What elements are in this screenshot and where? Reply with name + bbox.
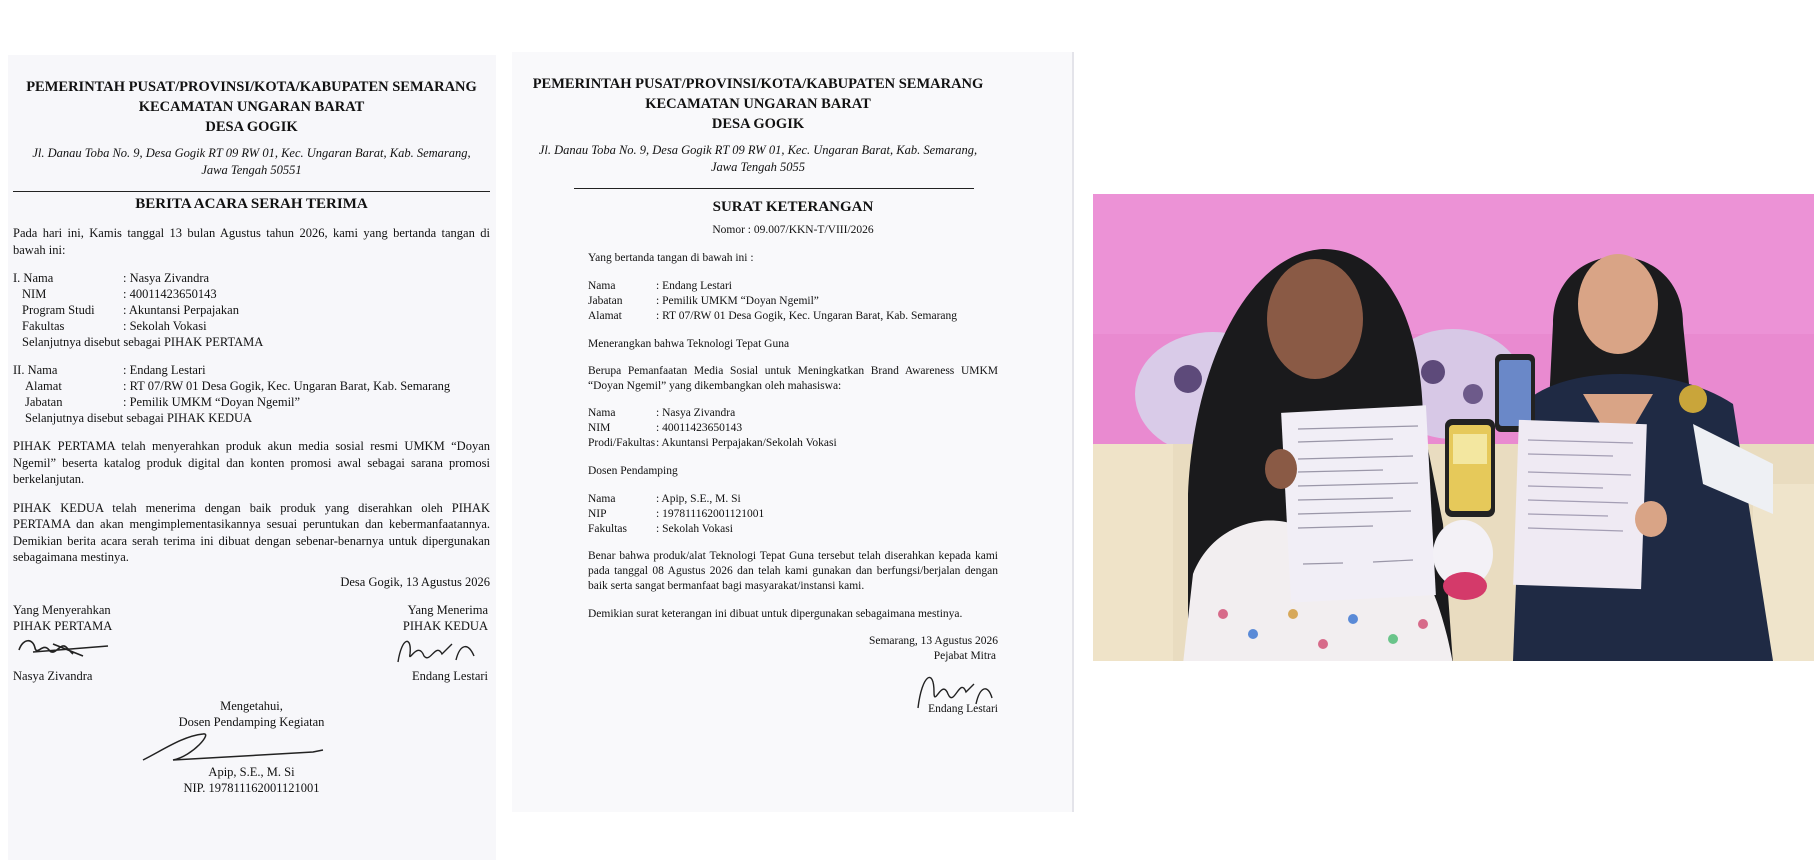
field-value: : Apip, S.E., M. Si <box>656 492 741 505</box>
party2-row <box>13 378 490 394</box>
acknowledge-label: Mengetahui, <box>220 698 283 713</box>
student-row <box>588 421 998 436</box>
surat-keterangan-document <box>512 52 1072 812</box>
right-signature-block <box>378 602 490 684</box>
acceptance-paragraph: PIHAK KEDUA telah menerima dengan baik produk yang diserahkan oleh PIHAK PERTAMA dan akan mengimplementasikannya sesuai peruntukan dan kebermanfaatannya. Demikian berita acara serah terima ini dibuat dengan sebenar-benarnya untuk dipergunakan sebagaimana mestinya. <box>13 500 490 564</box>
intro-line: Yang bertanda tangan di bawah ini : <box>588 252 754 264</box>
signer-role: Yang Menerima <box>407 602 488 617</box>
statement-paragraph: Benar bahwa produk/alat Teknologi Tepat Guna tersebut telah diserahkan kepada kami pada tanggal 08 Agustus 2026 dan telah kami gunakan dan berfungsi/berjalan dengan baik serta sangat bermanfaat bagi masyarakat/instansi kami. <box>588 549 998 592</box>
address-line2: Jawa Tengah 50551 <box>201 163 302 177</box>
lecturer-signature-image <box>13 730 501 764</box>
student-row <box>588 436 998 451</box>
signer-party: PIHAK PERTAMA <box>13 618 113 633</box>
field-label: Fakultas <box>588 522 627 535</box>
document-title: SURAT KETERANGAN <box>712 199 874 215</box>
field-label: NIM <box>588 422 611 434</box>
field-value: : Sekolah Vokasi <box>656 522 733 535</box>
field-value: : 40011423650143 <box>656 422 743 434</box>
signature-image <box>13 634 123 664</box>
lecturer-row <box>588 507 998 522</box>
field-label: NIP <box>588 507 607 520</box>
signer-role: Yang Menyerahkan <box>13 602 111 617</box>
panel-divider <box>1072 52 1074 812</box>
field-label: Prodi/Fakultas <box>588 437 656 449</box>
document-title: BERITA ACARA SERAH TERIMA <box>135 196 368 212</box>
field-label: Alamat <box>588 309 622 322</box>
address-line2: Jawa Tengah 5055 <box>711 160 805 174</box>
field-value: : RT 07/RW 01 Desa Gogik, Kec. Ungaran Barat, Kab. Semarang <box>656 309 958 322</box>
signer-party: PIHAK KEDUA <box>402 618 488 633</box>
field-label: Jabatan <box>588 294 623 307</box>
student-row <box>588 406 998 421</box>
berita-acara-document <box>8 55 496 860</box>
field-value: : 197811162001121001 <box>656 507 765 520</box>
party2-note: Selanjutnya disebut sebagai PIHAK KEDUA <box>25 411 253 425</box>
program-paragraph: Berupa Pemanfaatan Media Sosial untuk Meningkatkan Brand Awareness UMKM “Doyan Ngemil” yang dikembangkan oleh mahasiswa: <box>588 365 998 392</box>
field-value: : Sekolah Vokasi <box>123 319 207 333</box>
field-label: NIM <box>22 287 47 301</box>
acknowledge-role: Dosen Pendamping Kegiatan <box>178 714 325 729</box>
gov-header-line2: KECAMATAN UNGARAN BARAT <box>645 96 871 112</box>
signature-image <box>378 634 488 664</box>
signer-row <box>588 309 998 324</box>
gov-header-line1: PEMERINTAH PUSAT/PROVINSI/KOTA/KABUPATEN SEMARANG <box>532 76 984 92</box>
party2-row <box>13 394 490 410</box>
signer-row <box>588 279 998 294</box>
lecturer-row <box>588 522 998 537</box>
field-value: : 40011423650143 <box>123 287 217 301</box>
party1-row <box>13 270 490 286</box>
field-label: Nama <box>588 279 616 292</box>
party2-row <box>13 362 490 378</box>
field-label: I. Nama <box>13 271 54 285</box>
signer-name: Nasya Zivandra <box>13 668 93 683</box>
address-line1: Jl. Danau Toba No. 9, Desa Gogik RT 09 RW 01, Kec. Ungaran Barat, Kab. Semarang, <box>32 146 471 160</box>
place-date: Semarang, 13 Agustus 2026 <box>868 635 998 647</box>
field-value: : RT 07/RW 01 Desa Gogik, Kec. Ungaran Barat, Kab. Semarang <box>123 379 451 393</box>
header-rule <box>574 188 974 189</box>
field-value: : Endang Lestari <box>123 363 206 377</box>
party1-row <box>13 302 490 318</box>
party1-row <box>13 286 490 302</box>
lecturer-name: Apip, S.E., M. Si <box>208 764 295 779</box>
field-value: : Nasya Zivandra <box>123 271 210 285</box>
intro-paragraph: Pada hari ini, Kamis tanggal 13 bulan Agustus tahun 2026, kami yang bertanda tangan di bawah ini: <box>13 226 490 257</box>
document-number: Nomor : 09.007/KKN-T/VIII/2026 <box>712 224 874 236</box>
party1-row <box>13 318 490 334</box>
field-label: Alamat <box>25 379 62 393</box>
field-value: : Pemilik UMKM “Doyan Ngemil” <box>656 294 819 307</box>
field-label: Jabatan <box>25 395 63 409</box>
party1-note: Selanjutnya disebut sebagai PIHAK PERTAMA <box>22 335 264 349</box>
field-value: : Endang Lestari <box>656 279 733 292</box>
handover-photo <box>1093 194 1814 661</box>
field-value: : Akuntansi Perpajakan <box>123 303 239 317</box>
field-label: Program Studi <box>22 303 95 317</box>
address-line1: Jl. Danau Toba No. 9, Desa Gogik RT 09 RW 01, Kec. Ungaran Barat, Kab. Semarang, <box>538 143 978 157</box>
field-label: Fakultas <box>22 319 65 333</box>
signer-role: Pejabat Mitra <box>933 650 996 662</box>
explain-line: Menerangkan bahwa Teknologi Tepat Guna <box>588 337 790 350</box>
signature-row <box>13 602 490 684</box>
photo-illustration <box>1093 194 1814 661</box>
signer-name: Endang Lestari <box>411 668 488 683</box>
gov-header-line3: DESA GOGIK <box>205 119 298 135</box>
place-date: Desa Gogik, 13 Agustus 2026 <box>340 574 490 589</box>
gov-header-line1: PEMERINTAH PUSAT/PROVINSI/KOTA/KABUPATEN SEMARANG <box>26 79 477 95</box>
lecturer-label: Dosen Pendamping <box>588 465 678 477</box>
signer-row <box>588 294 998 309</box>
field-value: : Akuntansi Perpajakan/Sekolah Vokasi <box>656 437 837 449</box>
field-label: Nama <box>588 492 616 505</box>
field-value: : Nasya Zivandra <box>656 407 736 419</box>
gov-header-line3: DESA GOGIK <box>711 116 805 132</box>
gov-header-line2: KECAMATAN UNGARAN BARAT <box>138 99 365 115</box>
handover-paragraph: PIHAK PERTAMA telah menyerahkan produk akun media sosial resmi UMKM “Doyan Ngemil” beserta katalog produk digital dan konten promosi awal sebagai sarana promosi berkelanjutan. <box>13 439 490 486</box>
lecturer-nip: NIP. 197811162001121001 <box>183 780 320 795</box>
header-rule <box>13 191 490 192</box>
signer-name: Endang Lestari <box>928 703 998 715</box>
field-value: : Pemilik UMKM “Doyan Ngemil” <box>123 395 301 409</box>
field-label: Nama <box>588 407 616 419</box>
lecturer-row <box>588 492 998 507</box>
closing-line: Demikian surat keterangan ini dibuat untuk dipergunakan sebagaimana mestinya. <box>588 607 963 620</box>
left-signature-block <box>13 602 123 684</box>
field-label: II. Nama <box>13 363 58 377</box>
